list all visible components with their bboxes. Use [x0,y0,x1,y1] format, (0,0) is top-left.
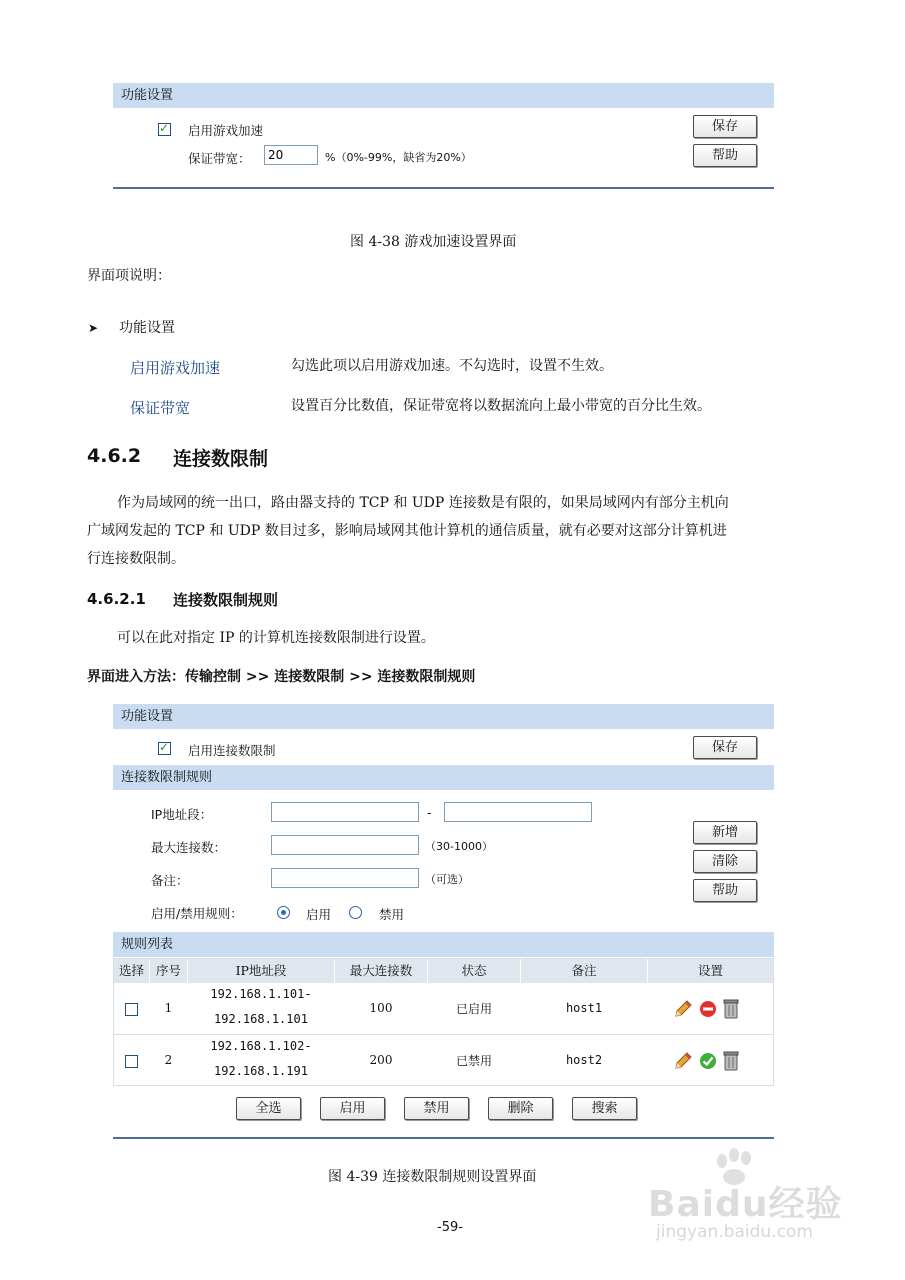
panel1-header: 功能设置 [113,83,774,108]
page-number: -59- [437,1220,463,1235]
help-button[interactable]: 帮助 [693,879,757,902]
section-bullet-title: 功能设置 [119,320,175,336]
panel2-func-header: 功能设置 [113,704,774,729]
table-row [114,1035,773,1086]
delete-button[interactable]: 删除 [488,1097,553,1120]
ip-range-label: IP地址段： [151,807,213,822]
rules-table [113,958,774,1086]
enable-icon[interactable] [699,1052,717,1070]
ip-range-dash: - [427,805,432,820]
bandwidth-input[interactable] [264,145,318,165]
ip-end-input[interactable] [444,802,592,822]
edit-pencil-icon[interactable] [673,999,693,1019]
figure-caption-4-39: 图 4-39 连接数限制规则设置界面 [328,1169,537,1185]
col-select: 选择 [118,963,144,978]
note-hint: （可选） [425,873,469,886]
row-status: 已禁用 [455,1054,492,1068]
enable-conn-limit-label: 启用连接数限制 [188,743,276,758]
row-index: 1 [164,1001,173,1015]
col-note: 备注 [571,963,597,978]
max-conn-input[interactable] [271,835,419,855]
enable-rule-radio[interactable] [277,906,290,919]
col-index: 序号 [155,963,181,978]
row-select-checkbox[interactable] [125,1003,138,1016]
search-button[interactable]: 搜索 [572,1097,637,1120]
paragraph-line-3: 行连接数限制。 [87,551,185,567]
watermark-brand: Baidu经验 [648,1184,843,1225]
row-note: host1 [565,1001,603,1015]
row-select-checkbox[interactable] [125,1055,138,1068]
select-all-button[interactable]: 全选 [236,1097,301,1120]
note-input[interactable] [271,868,419,888]
save-button[interactable]: 保存 [693,736,757,759]
enable-game-accel-checkbox[interactable] [158,123,171,136]
row-ip-end: 192.168.1.191 [214,1064,308,1078]
clear-button[interactable]: 清除 [693,850,757,873]
row-note: host2 [565,1053,603,1067]
enable-button[interactable]: 启用 [320,1097,385,1120]
disable-icon[interactable] [699,1000,717,1018]
bullet-arrow-icon: ➤ [88,321,99,335]
max-conn-hint: （30-1000） [425,840,493,853]
delete-trash-icon[interactable] [722,997,740,1019]
paragraph-line-2: 广域网发起的 TCP 和 UDP 数目过多，影响局域网其他计算机的通信质量，就有必要对这部分计算机进 [87,523,727,539]
enable-rule-radio-label: 启用 [306,907,332,922]
table-row [114,983,773,1035]
add-button[interactable]: 新增 [693,821,757,844]
conn-limit-panel [113,704,774,1144]
term-game-accel: 启用游戏加速 [130,359,221,377]
intro-text: 界面项说明： [87,268,171,284]
panel1-bottom-rule [113,187,774,189]
paragraph-line-1: 作为局域网的统一出口，路由器支持的 TCP 和 UDP 连接数是有限的，如果局域网内有部分主机向 [117,495,729,511]
delete-trash-icon[interactable] [722,1049,740,1071]
edit-pencil-icon[interactable] [673,1051,693,1071]
figure-caption-4-38: 图 4-38 游戏加速设置界面 [350,234,517,250]
desc-bandwidth: 设置百分比数值，保证带宽将以数据流向上最小带宽的百分比生效。 [291,398,711,414]
section-number-4-6-2-1: 4.6.2.1 [87,590,146,608]
save-button[interactable]: 保存 [693,115,757,138]
section-title-4-6-2-1: 连接数限制规则 [173,591,279,609]
col-ip-range: IP地址段 [235,963,287,978]
panel2-rules-header: 连接数限制规则 [113,765,774,790]
bandwidth-label: 保证带宽： [188,151,251,166]
rules-table-header-row [114,959,773,983]
game-accel-panel [113,83,774,193]
row-ip-start: 192.168.1.102- [210,1039,312,1053]
row-ip-start: 192.168.1.101- [210,987,312,1001]
baidu-watermark [648,1148,868,1248]
row-max-conn: 200 [369,1053,393,1067]
note-label: 备注： [151,873,189,888]
max-conn-label: 最大连接数： [151,840,227,855]
row-status: 已启用 [455,1002,492,1016]
row-max-conn: 100 [369,1001,393,1015]
rule-toggle-label: 启用/禁用规则： [151,906,243,921]
disable-button[interactable]: 禁用 [404,1097,469,1120]
enable-game-accel-label: 启用游戏加速 [188,123,264,138]
bandwidth-hint: %（0%-99%，缺省为20%） [325,151,472,164]
term-bandwidth: 保证带宽 [130,399,191,417]
col-status: 状态 [461,963,487,978]
panel2-list-header: 规则列表 [113,932,774,957]
col-max-conn: 最大连接数 [349,963,413,978]
enable-conn-limit-checkbox[interactable] [158,742,171,755]
disable-rule-radio[interactable] [349,906,362,919]
section-description: 可以在此对指定 IP 的计算机连接数限制进行设置。 [117,630,435,646]
navigation-path: 界面进入方法：传输控制 >> 连接数限制 >> 连接数限制规则 [87,669,476,685]
section-title-4-6-2: 连接数限制 [173,448,269,470]
ip-start-input[interactable] [271,802,419,822]
panel2-bottom-rule [113,1137,774,1139]
desc-game-accel: 勾选此项以启用游戏加速。不勾选时，设置不生效。 [291,358,613,374]
row-index: 2 [164,1053,173,1067]
section-number-4-6-2: 4.6.2 [87,445,142,467]
help-button[interactable]: 帮助 [693,144,757,167]
disable-rule-radio-label: 禁用 [379,907,405,922]
watermark-url: jingyan.baidu.com [656,1222,813,1242]
row-ip-end: 192.168.1.101 [214,1012,308,1026]
col-settings: 设置 [697,963,723,978]
